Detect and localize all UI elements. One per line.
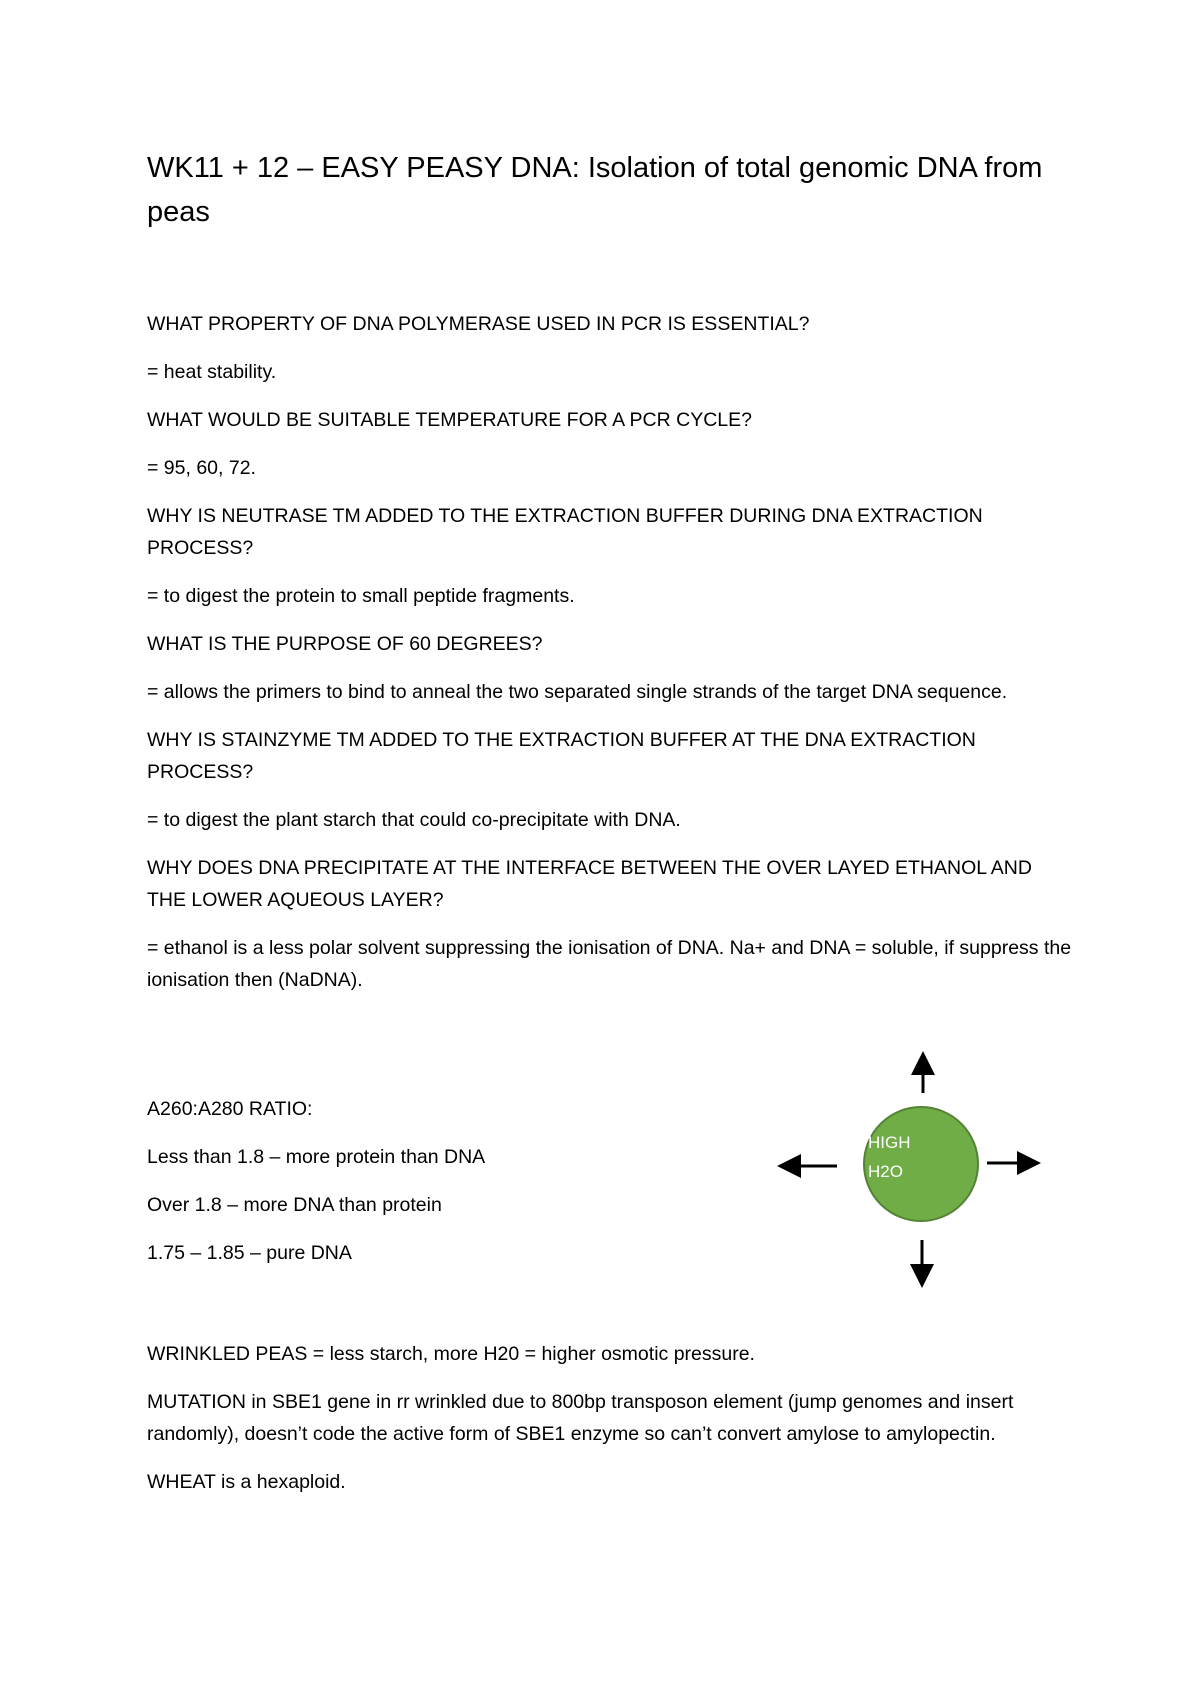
- question-1: WHAT PROPERTY OF DNA POLYMERASE USED IN PCR IS ESSENTIAL?: [147, 313, 810, 335]
- ratio-section: [147, 1093, 707, 1285]
- notes-section: [147, 1338, 1072, 1514]
- question-2: WHAT WOULD BE SUITABLE TEMPERATURE FOR A PCR CYCLE?: [147, 409, 752, 431]
- answer-1: = heat stability.: [147, 361, 277, 383]
- answer-3: = to digest the protein to small peptide fragments.: [147, 585, 575, 607]
- answer-5: = to digest the plant starch that could co-precipitate with DNA.: [147, 809, 681, 831]
- question-3: WHY IS NEUTRASE TM ADDED TO THE EXTRACTION BUFFER DURING DNA EXTRACTION PROCESS?: [147, 505, 983, 559]
- ratio-line: 1.75 – 1.85 – pure DNA: [147, 1242, 352, 1264]
- note-line: MUTATION in SBE1 gene in rr wrinkled due to 800bp transposon element (jump genomes and insert randomly), doesn’t code the active form of SBE1 enzyme so can’t convert amylose to amylopectin.: [147, 1391, 1014, 1445]
- answer-2: = 95, 60, 72.: [147, 457, 256, 479]
- answer-6: = ethanol is a less polar solvent suppressing the ionisation of DNA. Na+ and DNA = soluble, if suppress the ionisation then (NaDNA).: [147, 937, 1072, 991]
- circle-label: [868, 1128, 958, 1186]
- note-line: WHEAT is a hexaploid.: [147, 1471, 346, 1493]
- question-4: WHAT IS THE PURPOSE OF 60 DEGREES?: [147, 633, 543, 655]
- page-title: WK11 + 12 – EASY PEASY DNA: Isolation of total genomic DNA from peas: [147, 152, 1043, 228]
- ratio-line: Less than 1.8 – more protein than DNA: [147, 1146, 486, 1168]
- question-5: WHY IS STAINZYME TM ADDED TO THE EXTRACTION BUFFER AT THE DNA EXTRACTION PROCESS?: [147, 729, 976, 783]
- ratio-line: Over 1.8 – more DNA than protein: [147, 1194, 442, 1216]
- question-6: WHY DOES DNA PRECIPITATE AT THE INTERFACE BETWEEN THE OVER LAYED ETHANOL AND THE LOWER AQUEOUS LAYER?: [147, 857, 1032, 911]
- circle-label-line2: H2O: [868, 1162, 903, 1181]
- circle-label-line1: HIGH: [868, 1133, 911, 1152]
- note-line: WRINKLED PEAS = less starch, more H20 = higher osmotic pressure.: [147, 1343, 755, 1365]
- ratio-heading: A260:A280 RATIO:: [147, 1098, 313, 1120]
- answer-4: = allows the primers to bind to anneal the two separated single strands of the target DNA sequence.: [147, 681, 1008, 703]
- qa-section: [147, 308, 1072, 1012]
